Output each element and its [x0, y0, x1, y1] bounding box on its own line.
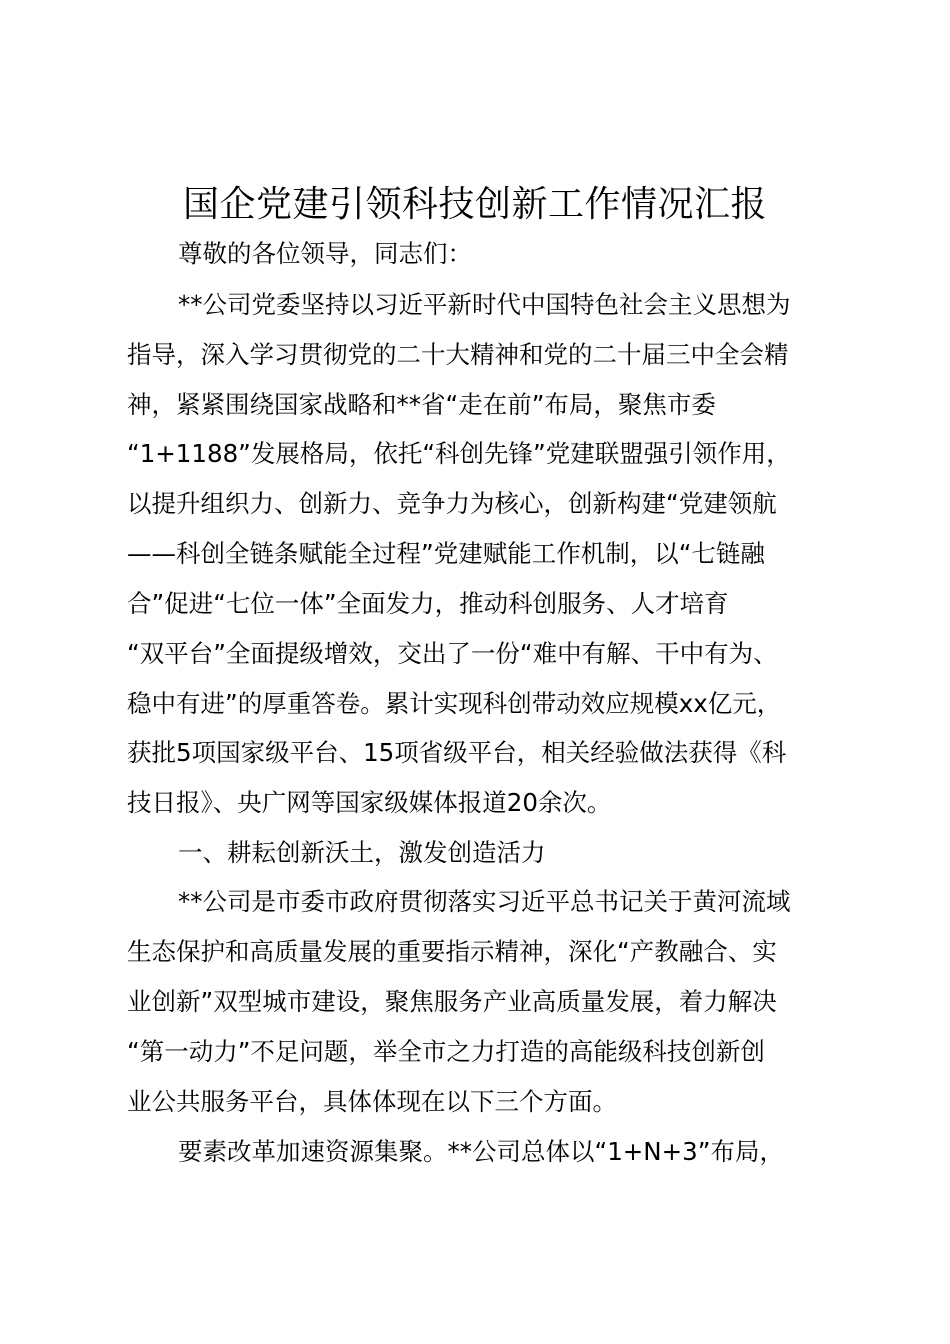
- paragraph-line: 以提升组织力、创新力、竞争力为核心，创新构建“党建领航: [127, 489, 777, 518]
- paragraph-line: ——科创全链条赋能全过程”党建赋能工作机制，以“七链融: [127, 539, 765, 568]
- paragraph-line: 生态保护和高质量发展的重要指示精神，深化“产教融合、实: [127, 937, 777, 966]
- paragraph-line: “第一动力”不足问题，举全市之力打造的高能级科技创新创: [127, 1037, 765, 1066]
- document-title: 国企党建引领科技创新工作情况汇报: [182, 184, 767, 225]
- paragraph-line: “双平台”全面提级增效，交出了一份“难中有解、干中有为、: [127, 639, 778, 668]
- paragraph-line: 合”促进“七位一体”全面发力，推动科创服务、人才培育: [127, 589, 729, 618]
- paragraph-line: **公司是市委市政府贯彻落实习近平总书记关于黄河流域: [178, 887, 791, 916]
- section-heading: 一、耕耘创新沃土，激发创造活力: [178, 838, 546, 867]
- paragraph-line: **公司党委坚持以习近平新时代中国特色社会主义思想为: [178, 290, 791, 319]
- paragraph-line: 指导，深入学习贯彻党的二十大精神和党的二十届三中全会精: [127, 340, 789, 369]
- paragraph-line: 稳中有进”的厚重答卷。累计实现科创带动效应规模xx亿元，: [127, 689, 782, 718]
- paragraph-line: 要素改革加速资源集聚。**公司总体以“1+N+3”布局，: [178, 1137, 784, 1166]
- paragraph-line: 业创新”双型城市建设，聚焦服务产业高质量发展，着力解决: [127, 987, 777, 1016]
- paragraph-line: 技日报》、央广网等国家级媒体报道20余次。: [127, 788, 612, 817]
- salutation: 尊敬的各位领导，同志们：: [178, 239, 472, 268]
- paragraph-line: 业公共服务平台，具体体现在以下三个方面。: [127, 1087, 617, 1116]
- paragraph-line: 获批5项国家级平台、15项省级平台，相关经验做法获得《科: [127, 738, 787, 767]
- paragraph-line: 神，紧紧围绕国家战略和**省“走在前”布局，聚焦市委: [127, 390, 716, 419]
- paragraph-line: “1+1188”发展格局，依托“科创先锋”党建联盟强引领作用，: [127, 439, 791, 468]
